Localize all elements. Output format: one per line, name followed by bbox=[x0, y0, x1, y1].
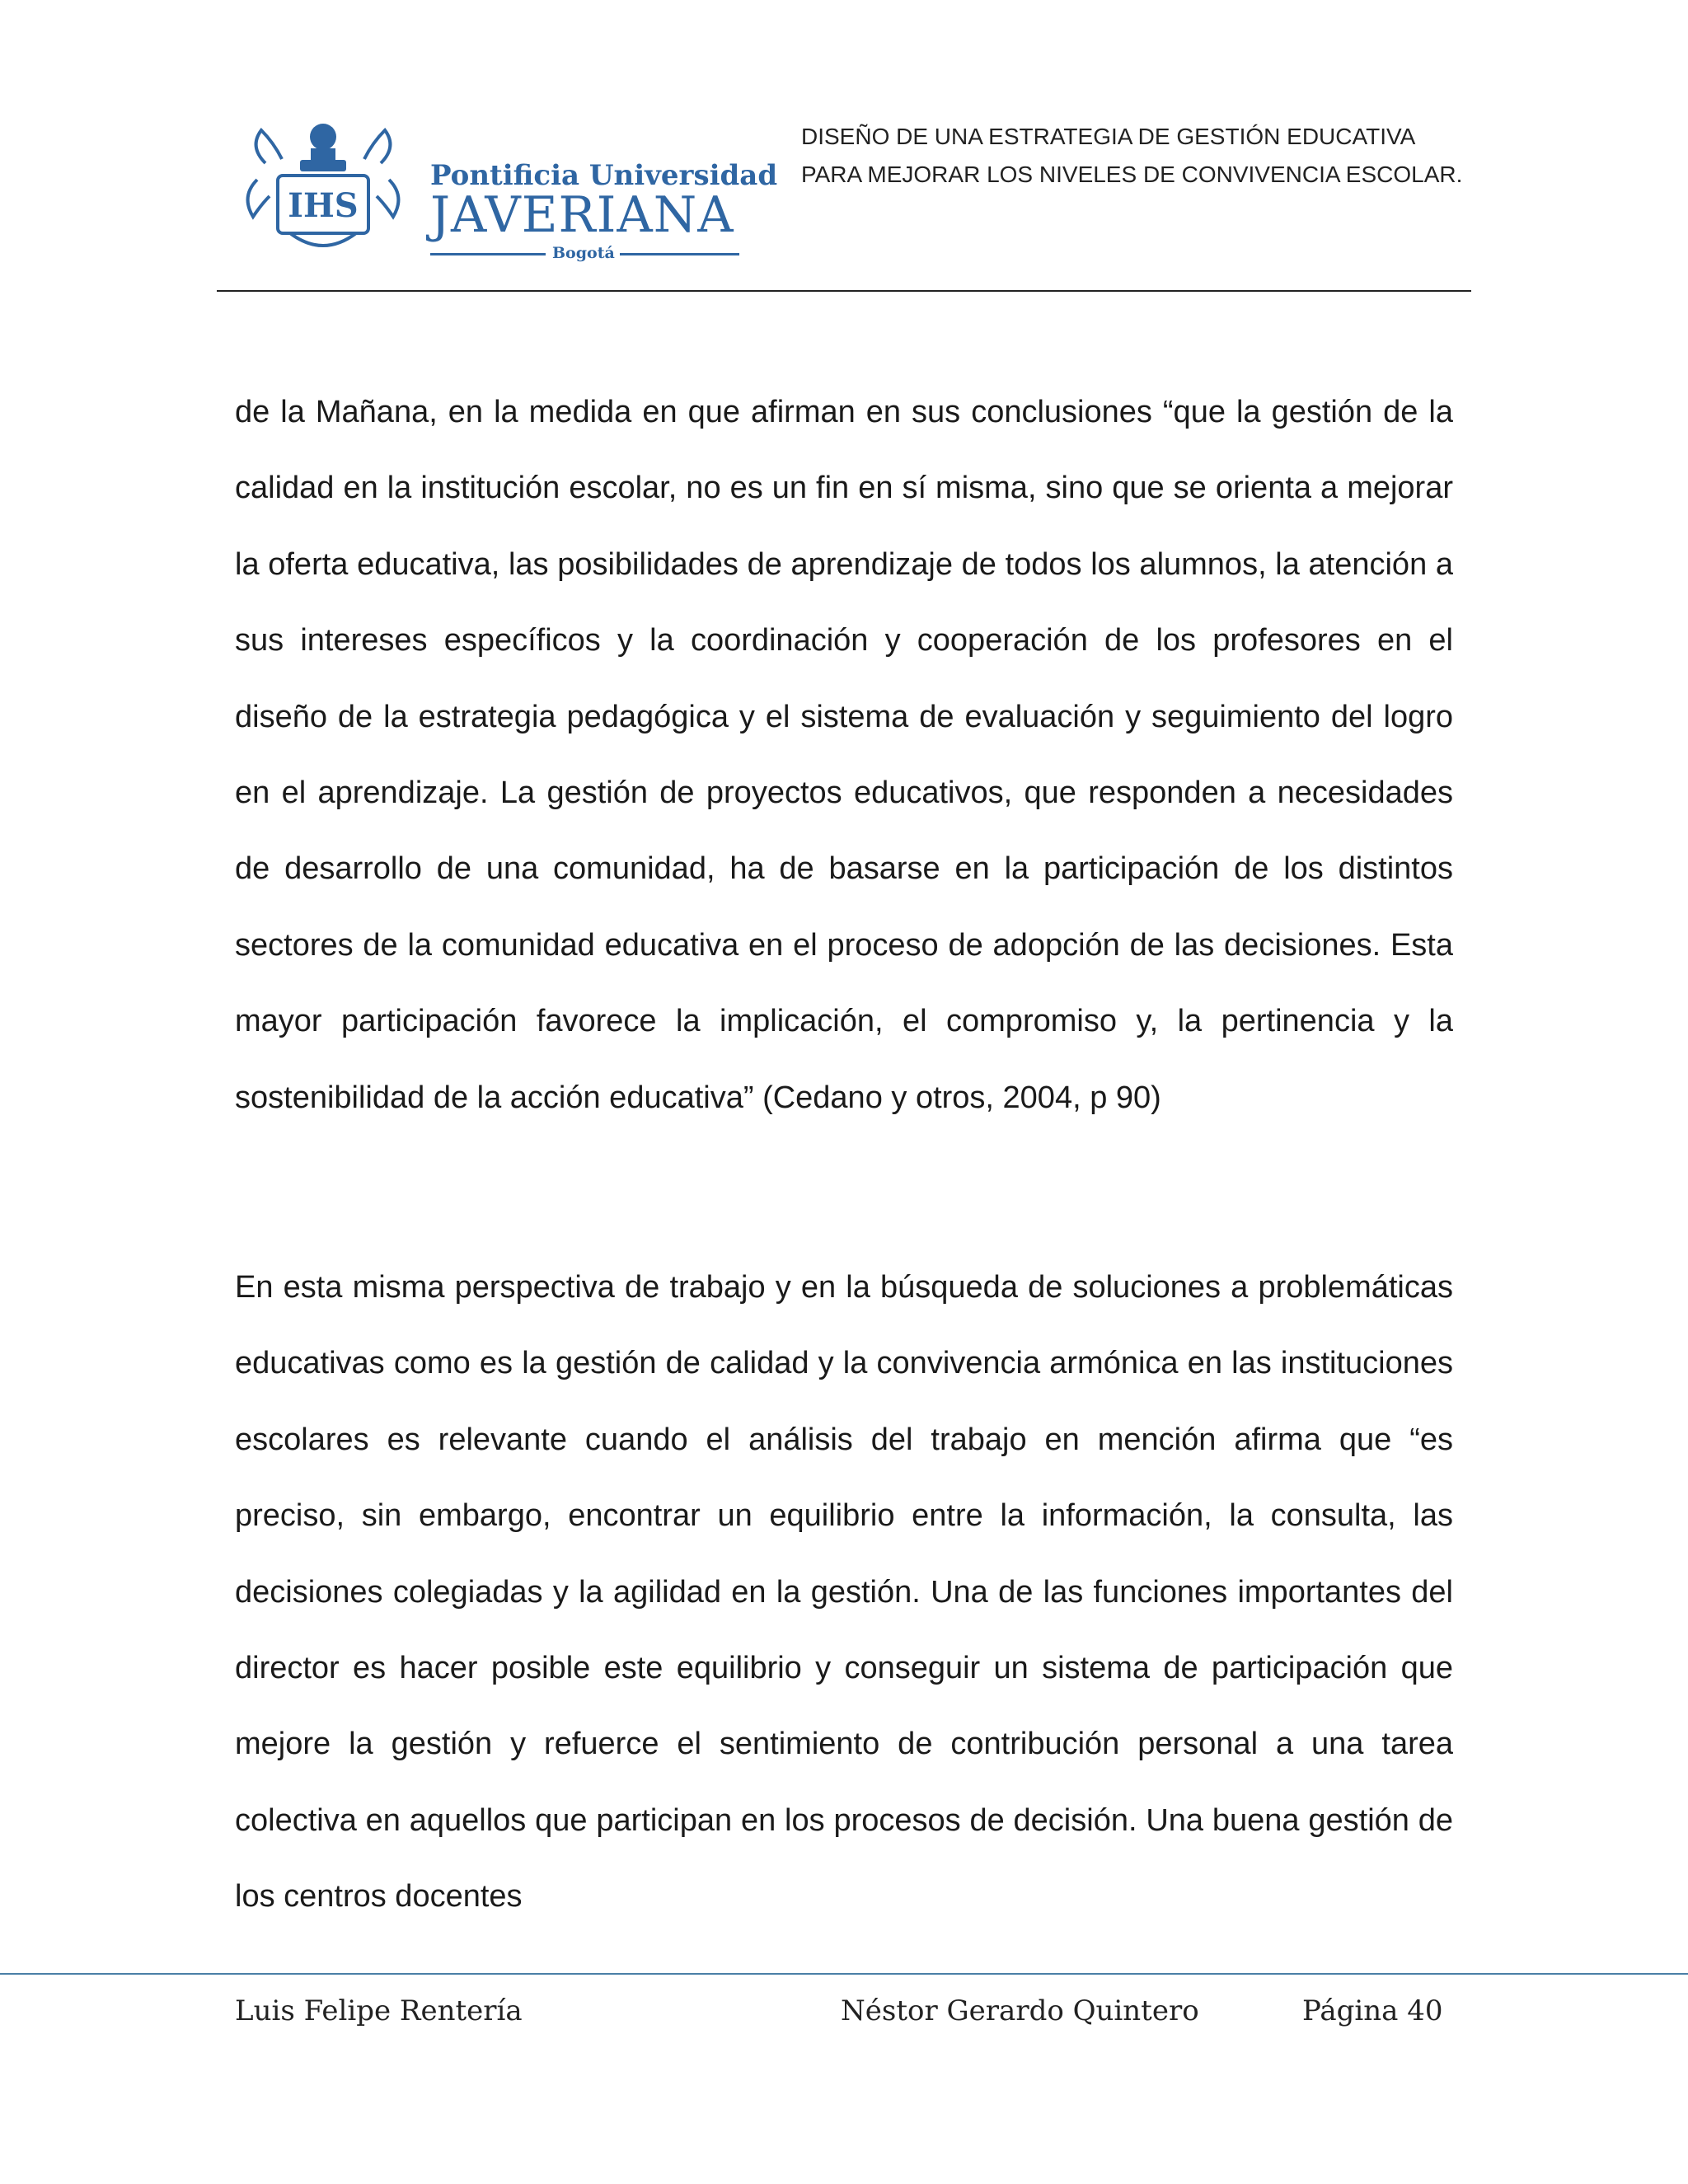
logo-text-pontificia: Pontificia Universidad bbox=[430, 159, 778, 192]
page-number: Página 40 bbox=[1302, 1994, 1443, 2027]
logo-text-javeriana: JAVERIANA bbox=[430, 186, 734, 244]
body-paragraph-2: En esta misma perspectiva de trabajo y en la búsqueda de soluciones a problemáticas educativas como es la gestión de calidad y la convivencia armónica en las instituciones escolares es relevante cuando el análisis del trabajo en mención afirma que “es preciso, sin embargo, encontrar un equilibrio entre la información, la consulta, las decisiones colegiadas y la agilidad en la gestión. Una de las funciones importantes del director es hacer posible este equilibrio y conseguir un sistema de participación que mejore la gestión y refuerce el sentimiento de contribución personal a una tarea colectiva en aquellos que participan en los procesos de decisión. Una buena gestión de los centros docentes bbox=[235, 1270, 1453, 1915]
footer-author-1: Luis Felipe Rentería bbox=[235, 1994, 523, 2027]
svg-text:IHS: IHS bbox=[288, 186, 359, 225]
document-title-line2: PARA MEJORAR LOS NIVELES DE CONVIVENCIA ESCOLAR. bbox=[801, 162, 1463, 187]
coat-of-arms-icon bbox=[232, 114, 414, 262]
document-title-line1: DISEÑO DE UNA ESTRATEGIA DE GESTIÓN EDUCATIVA bbox=[801, 124, 1416, 149]
body-paragraph-1: de la Mañana, en la medida en que afirman en sus conclusiones “que la gestión de la calidad en la institución escolar, no es un fin en sí misma, sino que se orienta a mejorar la oferta educativa, las posibilidades de aprendizaje de todos los alumnos, la atención a sus intereses específicos y la coordinación y cooperación de los profesores en el diseño de la estrategia pedagógica y el sistema de evaluación y seguimiento del logro en el aprendizaje. La gestión de proyectos educativos, que responden a necesidades de desarrollo de una comunidad, ha de basarse en la participación de los distintos sectores de la comunidad educativa en el proceso de adopción de las decisiones. Esta mayor participación favorece la implicación, el compromiso y, la pertinencia y la sostenibilidad de la acción educativa” (Cedano y otros, 2004, p 90) bbox=[235, 395, 1453, 1115]
document-title bbox=[801, 118, 1462, 194]
header-divider bbox=[217, 290, 1471, 292]
footer-divider bbox=[0, 1973, 1688, 1975]
logo-rule-right bbox=[620, 253, 739, 255]
university-logo bbox=[232, 114, 778, 262]
logo-text-bogota: Bogotá bbox=[552, 244, 615, 262]
footer-author-2: Néstor Gerardo Quintero bbox=[841, 1994, 1199, 2027]
logo-rule-left bbox=[430, 253, 546, 255]
